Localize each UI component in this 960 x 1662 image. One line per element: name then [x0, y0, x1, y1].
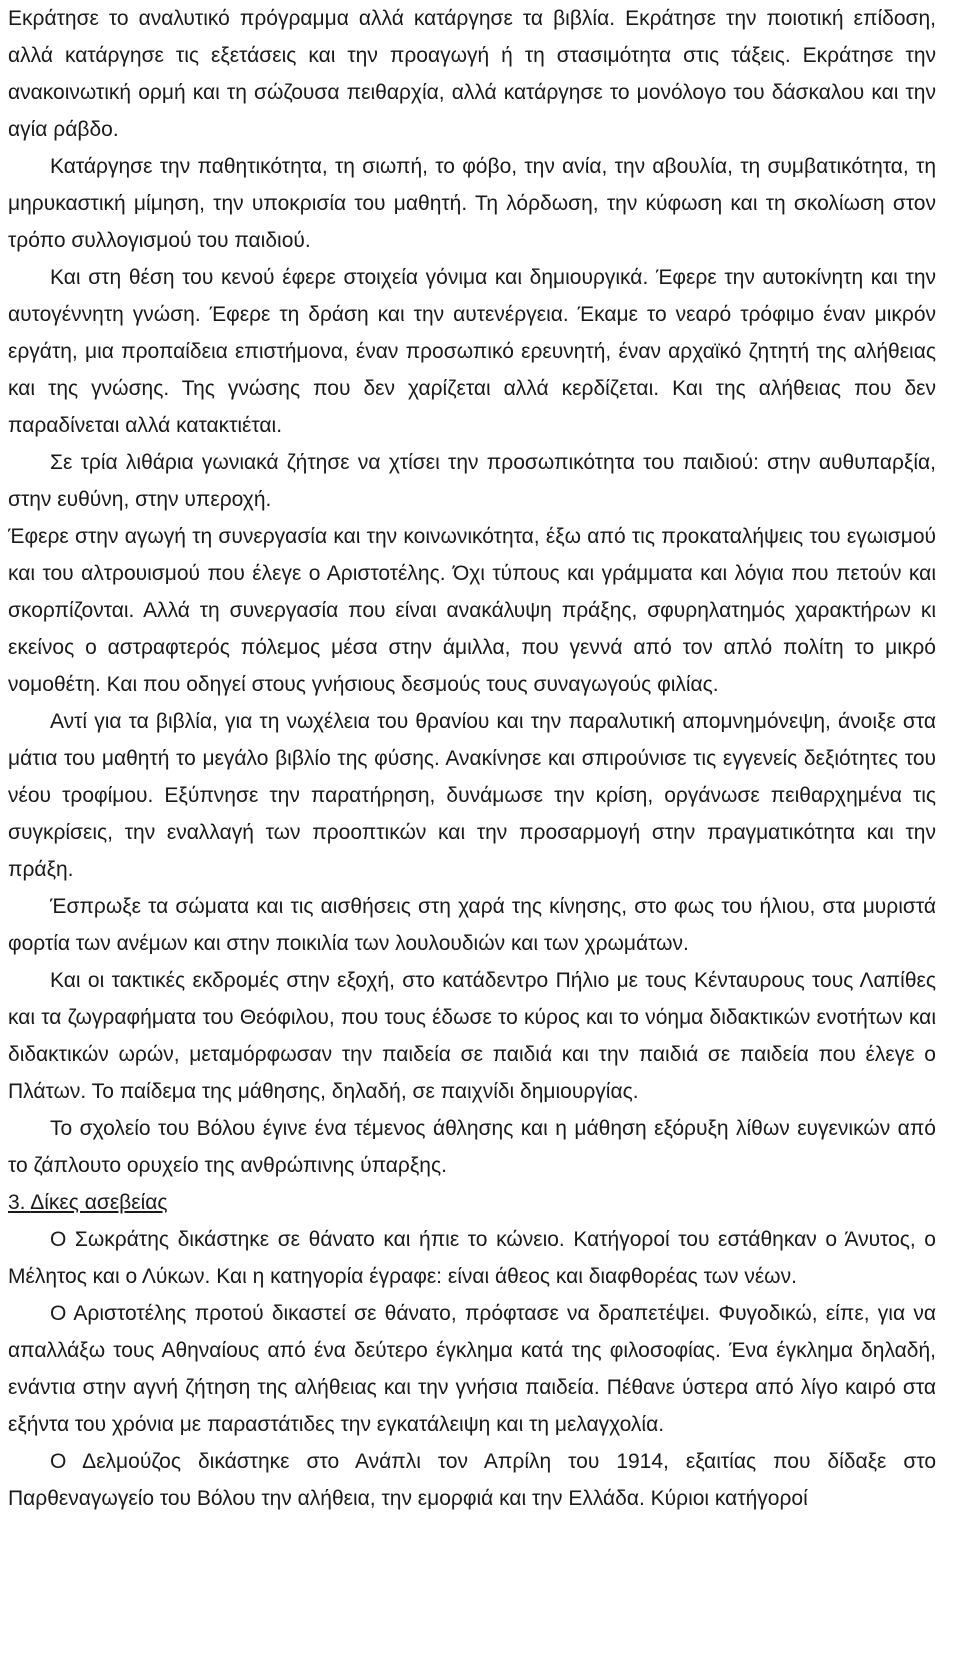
- section-title: [26, 1191, 168, 1214]
- paragraph-excursions: Και οι τακτικές εκδρομές στην εξοχή, στο κατάδεντρο Πήλιο με τους Κένταυρους τους Λαπίθες και τα ζωγραφήματα του Θεόφιλου, που τους έδωσε το κύρος και το νόημα διδακτικών ενοτήτων και διδακτικών ωρών, μεταμόρφωσαν την παιδεία σε παιδιά και την παιδιά σε παιδεία που έλεγε ο Πλάτων. Το παίδεμα της μάθησης, δηλαδή, σε παιχνίδι δημιουργίας.: [8, 969, 936, 1103]
- section-title-text: Δίκες ασεβείας: [30, 1191, 168, 1214]
- paragraph-book-of-nature: Αντί για τα βιβλία, για τη νωχέλεια του θρανίου και την παραλυτική απομνημόνεψη, άνοιξε στα μάτια του μαθητή το μεγάλο βιβλίο της φύσης. Ανακίνησε και σπιρούνισε τις εγγενείς δεξιότητες του νέου τροφίμου. Εξύπνησε την παρατήρηση, δυνάμωσε την κρίση, οργάνωσε πειθαρχημένα τις συγκρίσεις, την εναλλαγή των προοπτικών και την προσαρμογή στην πραγματικότητα και την πράξη.: [8, 710, 936, 881]
- paragraph-delmouzos: Ο Δελμούζος δικάστηκε στο Ανάπλι τον Απρίλη του 1914, εξαιτίας που δίδαξε στο Παρθεναγωγείο του Βόλου την αλήθεια, την εμορφιά και την Ελλάδα. Κύριοι κατήγοροί: [8, 1450, 936, 1510]
- paragraph-three-cornerstones: Σε τρία λιθάρια γωνιακά ζήτησε να χτίσει την προσωπικότητα του παιδιού: στην αυθυπαρξία, στην ευθύνη, στην υπεροχή.: [8, 451, 936, 511]
- document-body: [8, 0, 936, 1517]
- paragraph-school-of-volos: Το σχολείο του Βόλου έγινε ένα τέμενος άθλησης και η μάθηση εξόρυξη λίθων ευγενικών από το ζάπλουτο ορυχείο της ανθρώπινης ύπαρξης.: [8, 1117, 936, 1177]
- paragraph-socrates: Ο Σωκράτης δικάστηκε σε θάνατο και ήπιε το κώνειο. Κατήγοροί του εστάθηκαν ο Άνυτος, ο Μέλητος και ο Λύκων. Και η κατηγορία έγραφε: είναι άθεος και διαφθορέας των νέων.: [8, 1228, 936, 1288]
- paragraph-curriculum: Εκράτησε το αναλυτικό πρόγραμμα αλλά κατάργησε τα βιβλία. Εκράτησε την ποιοτική επίδοση, αλλά κατάργησε τις εξετάσεις και την προαγωγή ή τη στασιμότητα στις τάξεις. Εκράτησε την ανακοινωτική ορμή και τη σώζουσα πειθαρχία, αλλά κατάργησε το μονόλογο του δάσκαλου και την αγία ράβδο.: [8, 7, 936, 141]
- section-number: 3.: [8, 1191, 26, 1214]
- paragraph-aristotle: Ο Αριστοτέλης προτού δικαστεί σε θάνατο, πρόφτασε να δραπετέψει. Φυγοδικώ, είπε, για να απαλλάξω τους Αθηναίους από ένα δεύτερο έγκλημα κατά της φιλοσοφίας. Ένα έγκλημα δηλαδή, ενάντια στην αγνή ζήτηση της αλήθειας και την γνήσια παιδεία. Πέθανε ύστερα από λίγο καιρό στα εξήντα του χρόνια με παραστάτιδες την εγκατάλειψη και τη μελαγχολία.: [8, 1302, 936, 1436]
- paragraph-cooperation: Έφερε στην αγωγή τη συνεργασία και την κοινωνικότητα, έξω από τις προκαταλήψεις του εγωισμού και του αλτρουισμού που έλεγε ο Αριστοτέλης. Όχι τύπους και γράμματα και λόγια που πετούν και σκορπίζονται. Αλλά τη συνεργασία που είναι ανακάλυψη πράξης, σφυρηλατημός χαρακτήρων κι εκείνος ο αστραφτερός πόλεμος μέσα στην άμιλλα, που γεννά από τον απλό πολίτη το μικρό νομοθέτη. Και που οδηγεί στους γνήσιους δεσμούς τους συναγωγούς φιλίας.: [8, 525, 936, 696]
- paragraph-joy-of-movement: Έσπρωξε τα σώματα και τις αισθήσεις στη χαρά της κίνησης, στο φως του ήλιου, στα μυριστά φορτία των ανέμων και στην ποικιλία των λουλουδιών και των χρωμάτων.: [8, 895, 936, 955]
- paragraph-abolished-passivity: Κατάργησε την παθητικότητα, τη σιωπή, το φόβο, την ανία, την αβουλία, τη συμβατικότητα, τη μηρυκαστική μίμηση, την υποκρισία του μαθητή. Τη λόρδωση, την κύφωση και τη σκολίωση στον τρόπο συλλογισμού του παιδιού.: [8, 155, 936, 252]
- paragraph-creative-elements: Και στη θέση του κενού έφερε στοιχεία γόνιμα και δημιουργικά. Έφερε την αυτοκίνητη και την αυτογέννητη γνώση. Έφερε τη δράση και την αυτενέργεια. Έκαμε το νεαρό τρόφιμο έναν μικρόν εργάτη, μια προπαίδεια επιστήμονα, έναν προσωπικό ερευνητή, έναν αρχαϊκό ζητητή της αλήθειας και της γνώσης. Της γνώσης που δεν χαρίζεται αλλά κερδίζεται. Και της αλήθειας που δεν παραδίνεται αλλά κατακτιέται.: [8, 266, 936, 437]
- section-heading: [8, 1184, 936, 1221]
